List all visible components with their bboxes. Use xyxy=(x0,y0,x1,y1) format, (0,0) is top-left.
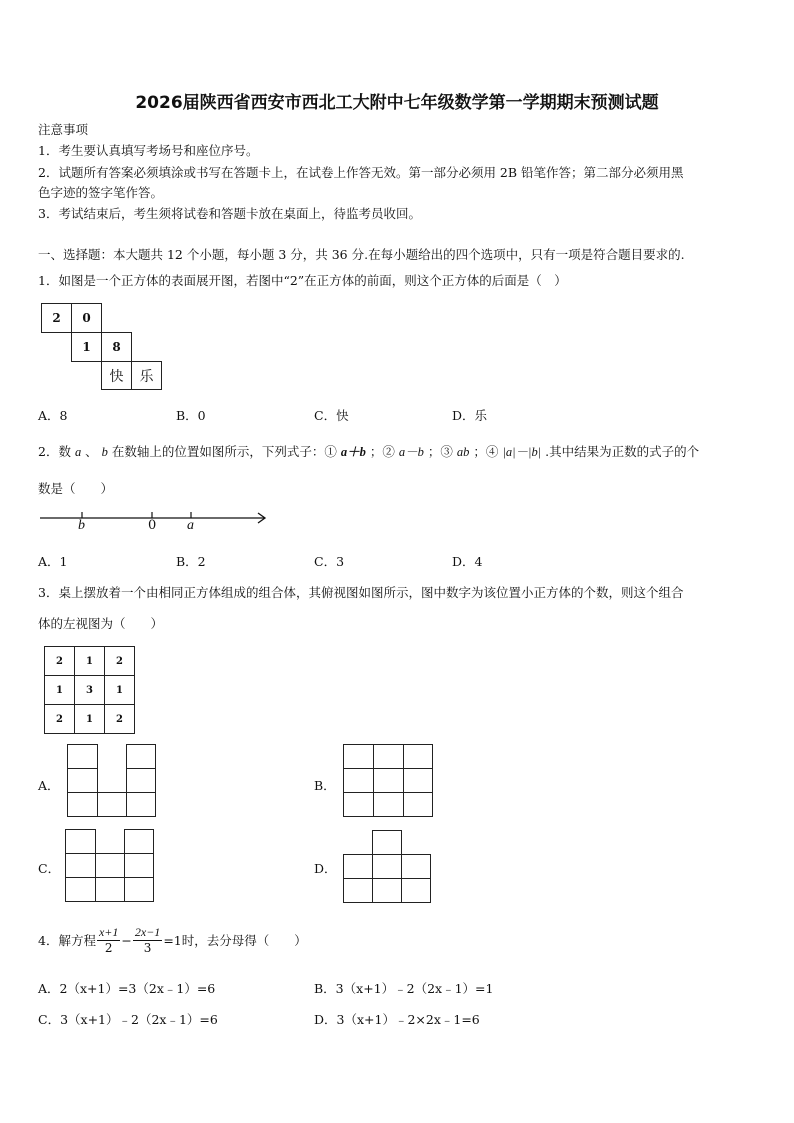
net-cell: 1 xyxy=(71,332,102,362)
grid-cell: 1 xyxy=(74,704,105,734)
grid-cell: 2 xyxy=(44,704,75,734)
notice-item: 1．考生要认真填写考场号和座位序号。 xyxy=(38,143,259,158)
q3-stem-cont: 体的左视图为（ ） xyxy=(38,616,164,631)
q2-text: .其中结果为正数的式子的个 xyxy=(545,444,700,459)
q3-option-a-label: A． xyxy=(38,778,60,793)
fraction-denominator: 2 xyxy=(104,941,113,955)
grid-cell: 1 xyxy=(44,675,75,705)
grid-cell: 3 xyxy=(74,675,105,705)
q4-option-d: D．3（x+1）﹣2×2x﹣1=6 xyxy=(314,1012,480,1027)
net-cell: 0 xyxy=(71,303,102,333)
page-title: 2026届陕西省西安市西北工大附中七年级数学第一学期期末预测试题 xyxy=(135,93,659,113)
q2-sep: 、 xyxy=(85,444,98,459)
axis-label-b: b xyxy=(78,518,85,533)
q4-fraction-1 xyxy=(97,925,120,955)
q3-option-c-label: C． xyxy=(38,861,61,876)
q2-option-c: C．3 xyxy=(314,554,345,569)
q2-text: ；③ xyxy=(427,444,453,459)
q1-option-a: A．8 xyxy=(38,408,68,423)
q2-option-a: A．1 xyxy=(38,554,68,569)
grid-cell: 1 xyxy=(74,646,105,676)
notice-item: 3．考试结束后，考生须将试卷和答题卡放在桌面上，待监考员收回。 xyxy=(38,206,421,221)
fraction-numerator: 2x−1 xyxy=(134,925,161,939)
q1-option-b: B．0 xyxy=(176,408,206,423)
q4-option-a: A．2（x+1）=3（2x﹣1）=6 xyxy=(38,981,216,996)
q2-text: 在数轴上的位置如图所示，下列式子：① xyxy=(111,444,337,459)
axis-label-zero: 0 xyxy=(148,518,157,533)
q2-expr-1: a＋b xyxy=(340,445,366,459)
notice-item: 色字迹的签字笔作答。 xyxy=(38,185,164,200)
q4-option-b: B．3（x+1）﹣2（2x﹣1）=1 xyxy=(314,981,494,996)
net-cell: 乐 xyxy=(131,361,162,390)
q2-var-b: b xyxy=(101,445,108,459)
q4-fraction-2 xyxy=(133,925,162,955)
q4-text: 4．解方程 xyxy=(38,933,96,948)
axis-label-a: a xyxy=(187,518,194,533)
q4-stem xyxy=(38,918,307,962)
q2-expr-3: ab xyxy=(456,445,470,459)
q3-option-d-label: D． xyxy=(314,861,337,876)
net-cell: 快 xyxy=(101,361,132,390)
q2-option-b: B．2 xyxy=(176,554,206,569)
fraction-denominator: 3 xyxy=(143,941,152,955)
notice-item: 2．试题所有答案必须填涂或书写在答题卡上，在试卷上作答无效。第一部分必须用 2B 铅笔作答；第二部分必须用黑 xyxy=(38,165,684,180)
q2-option-d: D．4 xyxy=(452,554,483,569)
grid-cell: 2 xyxy=(104,704,135,734)
q1-stem: 1．如图是一个正方体的表面展开图，若图中“2”在正方体的前面，则这个正方体的后面是（ ） xyxy=(38,273,567,288)
q2-stem xyxy=(38,442,699,460)
grid-cell: 2 xyxy=(104,646,135,676)
q4-minus: − xyxy=(121,932,132,948)
q3-option-b-label: B． xyxy=(314,778,336,793)
fraction-numerator: x+1 xyxy=(98,925,119,939)
net-cell: 2 xyxy=(41,303,72,333)
q4-option-c: C．3（x+1）﹣2（2x﹣1）=6 xyxy=(38,1012,218,1027)
q2-text: ；④ xyxy=(473,444,499,459)
q2-text: 2．数 xyxy=(38,444,71,459)
q2-expr-2: a－b xyxy=(398,445,424,459)
grid-cell: 2 xyxy=(44,646,75,676)
grid-cell: 1 xyxy=(104,675,135,705)
notice-heading: 注意事项 xyxy=(38,122,89,137)
q2-var-a: a xyxy=(74,445,82,459)
q2-stem-cont: 数是（ ） xyxy=(38,481,114,496)
q3-stem: 3．桌上摆放着一个由相同正方体组成的组合体，其俯视图如图所示，图中数字为该位置小正方体的个数，则这个组合 xyxy=(38,585,684,600)
q2-text: ；② xyxy=(369,444,395,459)
q1-option-c: C．快 xyxy=(314,408,349,423)
q1-option-d: D．乐 xyxy=(452,408,488,423)
q2-expr-4: |a|－|b| xyxy=(502,445,542,459)
section-heading: 一、选择题：本大题共 12 个小题，每小题 3 分，共 36 分.在每小题给出的四个选项中，只有一项是符合题目要求的. xyxy=(38,247,685,262)
net-cell: 8 xyxy=(101,332,132,362)
q4-text: =1时，去分母得（ ） xyxy=(163,933,307,948)
